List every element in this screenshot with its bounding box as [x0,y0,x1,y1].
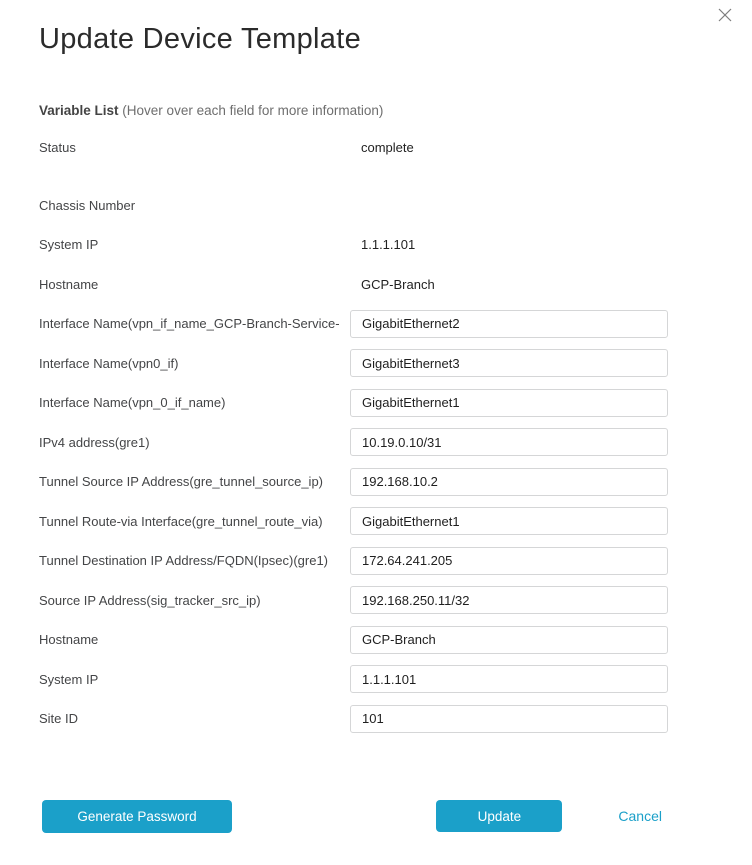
update-button[interactable]: Update [436,800,562,832]
field-label: Interface Name(vpn_if_name_GCP-Branch-Service- [39,316,340,332]
field-label: Tunnel Route-via Interface(gre_tunnel_route_via) [39,513,323,529]
field-label: Tunnel Source IP Address(gre_tunnel_source_ip) [39,474,324,490]
field-label: Interface Name(vpn0_if) [39,355,179,371]
field-input[interactable] [350,705,668,733]
field-input[interactable] [350,428,668,456]
close-icon[interactable] [716,6,734,24]
field-label: IPv4 address(gre1) [39,434,150,450]
footer-actions [39,800,668,833]
field-value: GCP-Branch [361,276,435,292]
field-row [39,265,668,305]
field-label: Tunnel Destination IP Address/FQDN(Ipsec)(gre1) [39,553,329,569]
field-label: System IP [39,671,99,687]
field-rows [39,128,668,739]
variable-list-heading-note: (Hover over each field for more information) [118,103,384,118]
field-label: Interface Name(vpn_0_if_name) [39,395,226,411]
field-row [39,344,668,384]
field-input[interactable] [350,626,668,654]
field-row [39,304,668,344]
field-input[interactable] [350,310,668,338]
field-input[interactable] [350,507,668,535]
field-label: Source IP Address(sig_tracker_src_ip) [39,592,261,608]
field-value: complete [361,140,414,156]
field-row [39,128,668,168]
field-label: Chassis Number [39,197,136,213]
field-row [39,620,668,660]
field-row [39,541,668,581]
field-label: Hostname [39,276,99,292]
field-row [39,502,668,542]
field-row [39,462,668,502]
field-row [39,699,668,739]
field-label: Hostname [39,632,99,648]
field-input[interactable] [350,665,668,693]
field-label: System IP [39,237,99,253]
field-input[interactable] [350,468,668,496]
field-row [39,581,668,621]
variable-list-heading [39,103,668,119]
variable-list-heading-label: Variable List [39,103,119,118]
cancel-button[interactable]: Cancel [618,808,662,824]
field-row [39,225,668,265]
field-row [39,186,668,226]
field-input[interactable] [350,389,668,417]
field-label: Status [39,140,76,156]
generate-password-button[interactable]: Generate Password [42,800,232,833]
field-label: Site ID [39,711,79,727]
page-title: Update Device Template [39,23,362,55]
field-input[interactable] [350,349,668,377]
field-row [39,423,668,463]
field-value: 1.1.1.101 [361,237,416,253]
close-x-glyph [717,7,733,23]
field-row [39,383,668,423]
field-row [39,660,668,700]
field-input[interactable] [350,586,668,614]
field-input[interactable] [350,547,668,575]
